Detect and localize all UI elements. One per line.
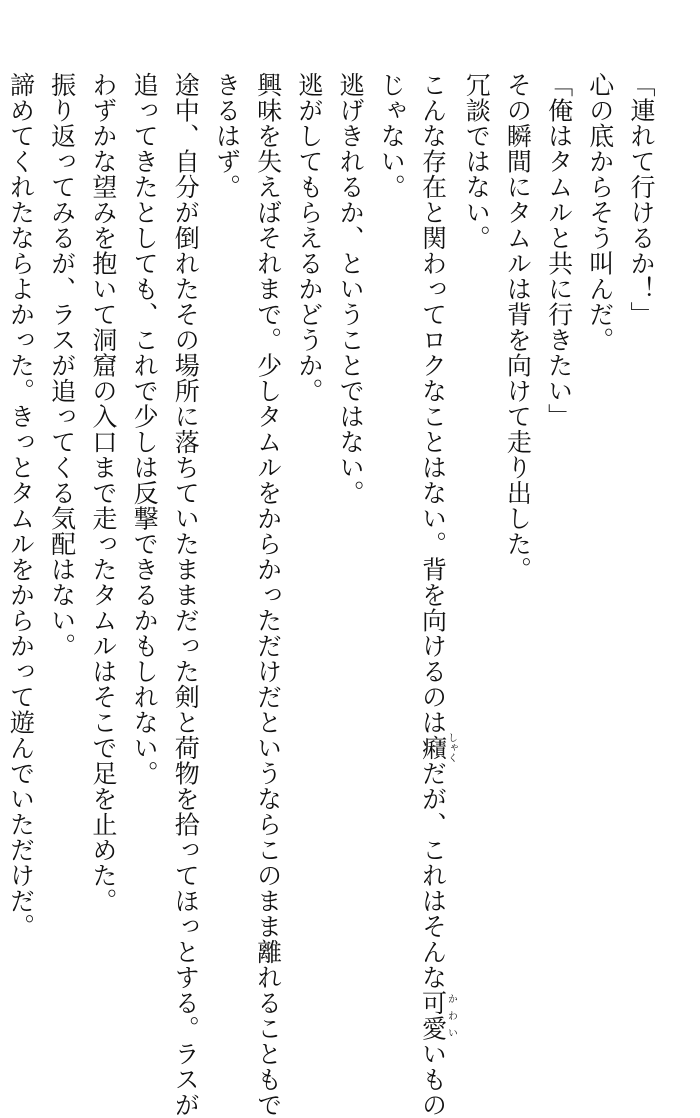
narration-line: 途中、自分が倒れたその場所に落ちていたままだった剣と荷物を拾ってほっとする。ラスが	[165, 72, 206, 972]
dialogue-line: 「俺はタムルと共に行きたい」	[538, 72, 579, 972]
narration-line: 追ってきたとしても、これで少しは反撃できるかもしれない。	[124, 72, 165, 972]
narration-line: きるはず。	[206, 72, 247, 972]
narration-line: わずかな望みを抱いて洞窟の入口まで走ったタムルはそこで足を止めた。	[83, 72, 124, 972]
text-segment: いもの	[418, 1041, 447, 1118]
narration-line: 興味を失えばそれまで。少しタムルをからかっただけだというならこのまま離れることもで	[247, 72, 288, 972]
text-segment: こんな存在と関わってロクなことはない。背を向けるのは	[418, 72, 447, 735]
ruby-base: 癪	[418, 733, 447, 763]
narration-line: 逃がしてもらえるかどうか。	[289, 72, 330, 972]
narration-line-with-ruby	[412, 72, 456, 972]
narration-line: 諦めてくれたならよかった。きっとタムルをからかって遊んでいただけだ。	[0, 72, 41, 972]
text-segment: だが、これはそんな	[418, 761, 447, 991]
dialogue-line: 「連れて行けるか！」	[621, 72, 662, 972]
narration-line: 逃げきれるか、ということではない。	[330, 72, 371, 972]
vertical-text-body	[0, 72, 662, 972]
narration-line: 振り返ってみるが、ラスが追ってくる気配はない。	[41, 72, 82, 972]
narration-line: 心の底からそう叫んだ。	[580, 72, 621, 972]
ruby-base: 可愛	[418, 990, 447, 1041]
ruby-reading: しゃく	[445, 733, 456, 763]
ruby-annotation	[418, 990, 447, 1041]
narration-line: 冗談ではない。	[456, 72, 497, 972]
ruby-reading: かわい	[445, 990, 456, 1041]
narration-line: じゃない。	[371, 72, 412, 972]
ruby-annotation	[418, 735, 447, 761]
narration-line: その瞬間にタムルは背を向けて走り出した。	[497, 72, 538, 972]
